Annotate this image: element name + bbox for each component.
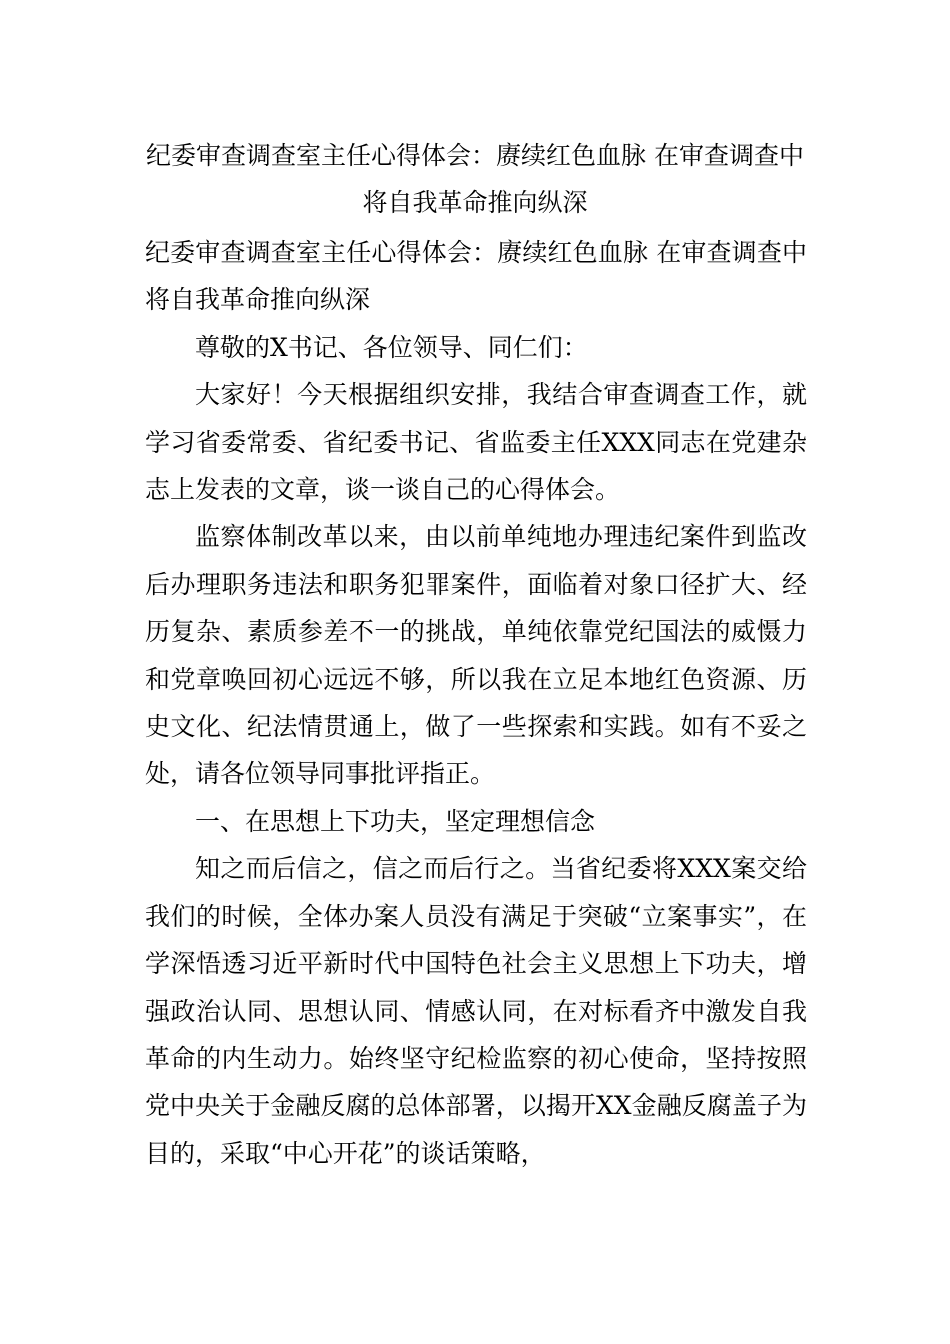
document-heading: 纪委审查调查室主任心得体会：赓续红色血脉 在审查调查中将自我革命推向纵深 (145, 238, 807, 315)
salutation: 尊敬的X书记、各位领导、同仁们： (195, 332, 588, 362)
document-title: 纪委审查调查室主任心得体会：赓续红色血脉 在审查调查中将自我革命推向纵深 (146, 141, 804, 217)
document-body (145, 229, 807, 1177)
section-paragraph: 知之而后信之，信之而后行之。当省纪委将XXX案交给我们的时候，全体办案人员没有满足于突破“立案事实”，在学深悟透习近平新时代中国特色社会主义思想上下功夫，增强政治认同、思想认同、情感认同，在对标看齐中激发自我革命的内生动力。始终坚守纪检监察的初心使命，坚持按照党中央关于金融反腐的总体部署，以揭开XX金融反腐盖子为目的，采取“中心开花”的谈话策略， (145, 854, 807, 1168)
paragraph-background: 监察体制改革以来，由以前单纯地办理违纪案件到监改后办理职务违法和职务犯罪案件，面临着对象口径扩大、经历复杂、素质参差不一的挑战，单纯依靠党纪国法的威慑力和党章唤回初心远远不够，所以我在立足本地红色资源、历史文化、纪法情贯通上，做了一些探索和实践。如有不妥之处，请各位领导同事批评指正。 (145, 522, 807, 789)
section-heading: 一、在思想上下功夫，坚定理想信念 (195, 806, 596, 836)
paragraph-intro: 大家好！今天根据组织安排，我结合审查调查工作，就学习省委常委、省纪委书记、省监委主任XXX同志在党建杂志上发表的文章，谈一谈自己的心得体会。 (145, 380, 807, 505)
